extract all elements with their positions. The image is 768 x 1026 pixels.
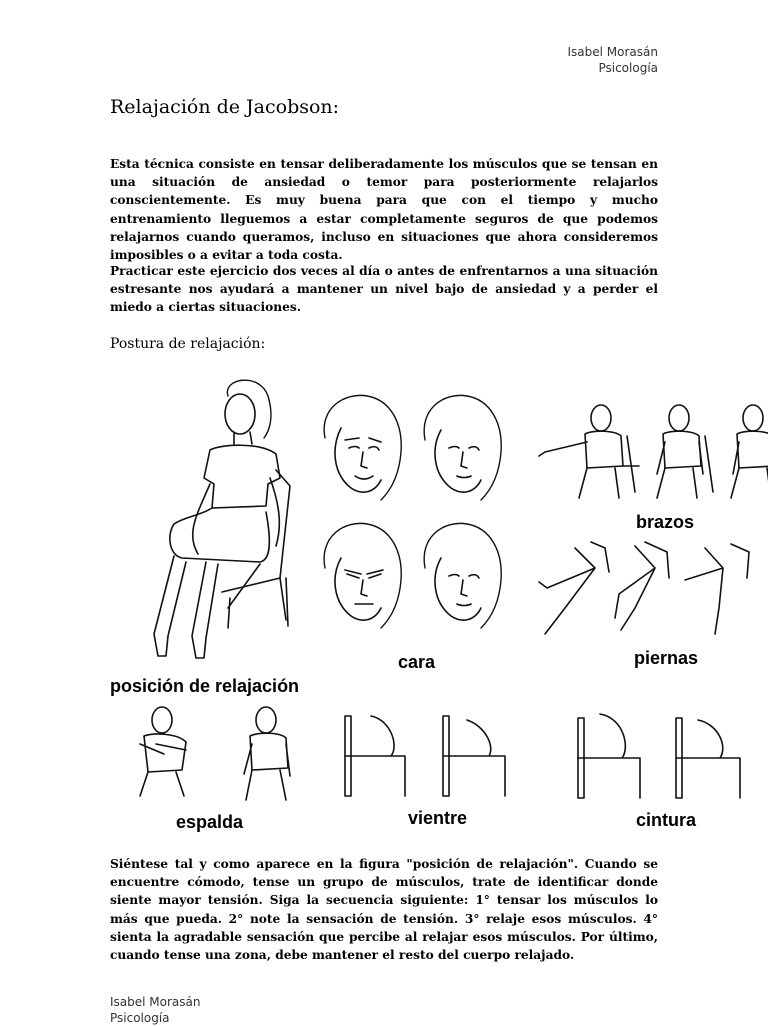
- back-drawing: [120, 704, 310, 804]
- label-legs: piernas: [634, 648, 699, 668]
- document-title: Relajación de Jacobson:: [110, 96, 340, 118]
- label-relaxation-position: posición de relajación: [110, 676, 300, 696]
- footer-subject: Psicología: [110, 1011, 170, 1025]
- arms-drawing: [535, 402, 768, 506]
- label-waist: cintura: [636, 810, 697, 830]
- page-footer: [110, 994, 201, 1026]
- label-back: espalda: [176, 812, 244, 832]
- label-face: cara: [398, 652, 436, 672]
- waist-drawing: [570, 706, 768, 802]
- footer-author: Isabel Morasán: [110, 995, 201, 1009]
- paragraph-instructions: Siéntese tal y como aparece en la figura "posición de relajación". Cuando se encuentre cómodo, tense un grupo de músculos, trate de identificar donde siente mayor tensión. Siga la secuencia siguiente: 1° tensar los músculos lo más que pueda. 2° note la sensación de tensión. 3° relaje esos músculos. 4° sienta la agradable sensación que percibe al relajar esos músculos. Por último, cuando tense una zona, debe mantener el resto del cuerpo relajado.: [110, 857, 658, 963]
- belly-drawing: [335, 706, 535, 802]
- label-belly: vientre: [408, 808, 468, 828]
- relaxation-position-drawing: [110, 366, 310, 676]
- face-drawing-2: [415, 388, 507, 508]
- relaxation-illustration: [110, 366, 768, 846]
- paragraph-intro: Esta técnica consiste en tensar deliberadamente los músculos que se tensan en una situación de ansiedad o temor para posteriormente relajarlos conscientemente. Es muy buena para que con el tiempo y mucho entrenamiento lleguemos a estar completamente seguros de que podemos relajarnos cuando queramos, incluso en situaciones que ahora consideremos imposibles o a evitar a toda costa.: [110, 157, 658, 263]
- face-drawing-1: [315, 388, 407, 508]
- header-subject: Psicología: [598, 61, 658, 75]
- face-drawing-4: [415, 516, 507, 636]
- section-subtitle: Postura de relajación:: [110, 336, 266, 352]
- page-header: [568, 44, 659, 76]
- legs-drawing: [535, 538, 768, 638]
- label-arms: brazos: [636, 512, 695, 532]
- header-author: Isabel Morasán: [567, 45, 658, 59]
- face-drawing-3: [315, 516, 407, 636]
- paragraph-practice: Practicar este ejercicio dos veces al día o antes de enfrentarnos a una situación estresante nos ayudará a mantener un nivel bajo de ansiedad y a perder el miedo a ciertas situaciones.: [110, 264, 658, 315]
